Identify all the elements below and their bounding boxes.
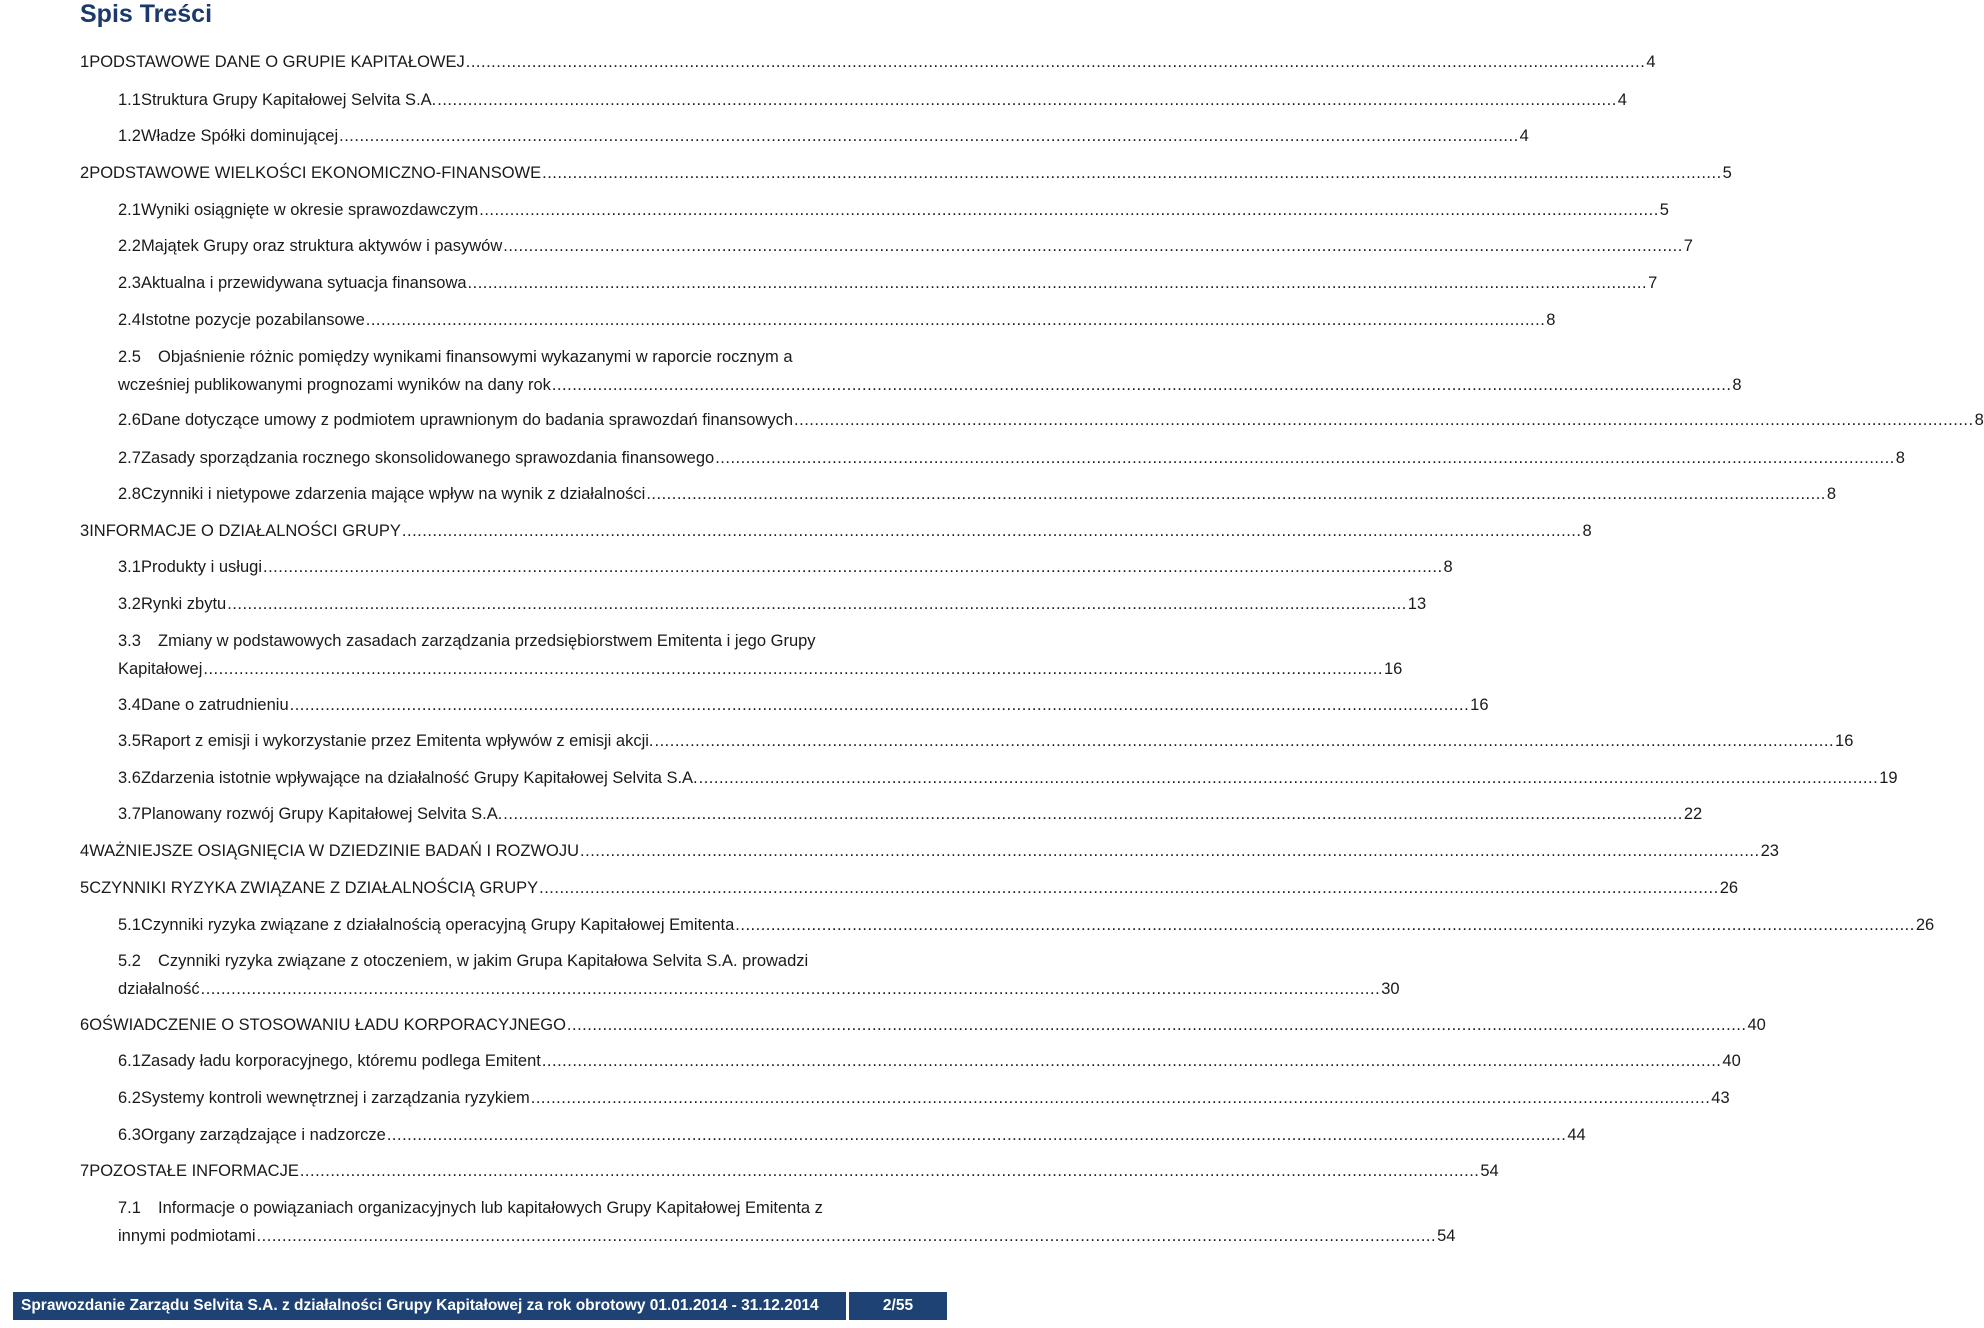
toc-entry[interactable] bbox=[118, 691, 1489, 719]
toc-entry-text: POZOSTAŁE INFORMACJE bbox=[89, 1162, 299, 1180]
toc-entry-number: 2.6 bbox=[118, 411, 141, 429]
dot-leader bbox=[387, 1121, 1567, 1149]
toc-entry-page: 54 bbox=[1437, 1227, 1456, 1245]
toc-entry-text: PODSTAWOWE DANE O GRUPIE KAPITAŁOWEJ bbox=[89, 53, 465, 71]
toc-entry-number: 2.2 bbox=[118, 237, 141, 255]
toc-entry-number: 2.7 bbox=[118, 449, 141, 467]
toc-entry-text: Czynniki ryzyka związane z otoczeniem, w jakim Grupa Kapitałowa Selvita S.A. prowadzi bbox=[158, 952, 809, 970]
toc-entry-number: 2.1 bbox=[118, 201, 141, 219]
toc-entry-number: 1.1 bbox=[118, 91, 141, 109]
toc-entry[interactable] bbox=[118, 306, 1556, 334]
toc-entry-page: 7 bbox=[1648, 274, 1658, 292]
toc-entry-text: Produkty i usługi bbox=[140, 558, 262, 576]
toc-entry-page: 4 bbox=[1519, 127, 1529, 145]
toc-entry-text: OŚWIADCZENIE O STOSOWANIU ŁADU KORPORACYJNEGO bbox=[89, 1016, 566, 1034]
toc-entry-number: 3.4 bbox=[118, 696, 141, 714]
dot-leader bbox=[263, 553, 1443, 581]
toc-entry-page: 8 bbox=[1443, 558, 1453, 576]
toc-entry-number: 3.3 bbox=[118, 632, 141, 650]
toc-entry-page: 8 bbox=[1826, 485, 1837, 503]
toc-entry-text: Zmiany w podstawowych zasadach zarządzania przedsiębiorstwem Emitenta i jego Grupy bbox=[158, 632, 816, 650]
toc-entry-number: 2 bbox=[80, 164, 90, 182]
toc-entry-text: Władze Spółki dominującej bbox=[140, 127, 339, 145]
page-title: Spis Treści bbox=[80, 0, 213, 28]
dot-leader bbox=[257, 1222, 1437, 1250]
toc-entry-number: 3.1 bbox=[118, 558, 141, 576]
toc-entry[interactable] bbox=[80, 1157, 1499, 1185]
dot-leader bbox=[646, 480, 1826, 508]
toc-entry[interactable] bbox=[80, 837, 1779, 865]
dot-leader bbox=[794, 406, 1974, 434]
dot-leader bbox=[567, 1011, 1747, 1039]
toc-entry-page: 23 bbox=[1760, 842, 1779, 860]
toc-entry[interactable] bbox=[118, 122, 1529, 150]
toc-entry[interactable] bbox=[118, 727, 1854, 755]
toc-entry[interactable] bbox=[118, 196, 1669, 224]
dot-leader bbox=[402, 517, 1582, 545]
toc-entry[interactable] bbox=[118, 764, 1898, 792]
toc-entry-text: Majątek Grupy oraz struktura aktywów i pasywów bbox=[140, 237, 503, 255]
toc-entry-text: Aktualna i przewidywana sytuacja finansowa bbox=[140, 274, 467, 292]
toc-entry-text: Czynniki ryzyka związane z działalnością operacyjną Grupy Kapitałowej Emitenta bbox=[140, 916, 735, 934]
toc-entry-text: Organy zarządzające i nadzorcze bbox=[140, 1126, 386, 1144]
toc-entry[interactable] bbox=[118, 1047, 1741, 1075]
toc-entry[interactable] bbox=[80, 48, 1656, 76]
toc-entry-number: 3.5 bbox=[118, 732, 141, 750]
toc-entry-text: Systemy kontroli wewnętrznej i zarządzania ryzykiem bbox=[140, 1089, 530, 1107]
dot-leader bbox=[552, 371, 1732, 399]
toc-entry-number: 3 bbox=[80, 522, 90, 540]
footer-report-title: Sprawozdanie Zarządu Selvita S.A. z działalności Grupy Kapitałowej za rok obrotowy 01.01.2014 - 31.12.2014 bbox=[21, 1297, 819, 1314]
toc-entry-number: 3.7 bbox=[118, 805, 141, 823]
toc-entry-page: 7 bbox=[1683, 237, 1693, 255]
dot-leader bbox=[479, 196, 1659, 224]
toc-entry-text-continued: działalność bbox=[118, 980, 200, 998]
toc-entry[interactable] bbox=[118, 1121, 1586, 1149]
toc-entry-text: Informacje o powiązaniach organizacyjnych lub kapitałowych Grupy Kapitałowej Emitenta z bbox=[158, 1199, 823, 1217]
toc-entry[interactable] bbox=[118, 343, 1742, 399]
toc-entry-text: Zasady sporządzania rocznego skonsolidowanego sprawozdania finansowego bbox=[140, 449, 715, 467]
toc-entry-page: 30 bbox=[1381, 980, 1400, 998]
toc-entry-page: 40 bbox=[1722, 1052, 1741, 1070]
dot-leader bbox=[655, 727, 1835, 755]
toc-entry[interactable] bbox=[118, 627, 1403, 683]
dot-leader bbox=[531, 1084, 1711, 1112]
toc-entry-page: 43 bbox=[1711, 1089, 1730, 1107]
dot-leader bbox=[542, 1047, 1722, 1075]
toc-entry-number: 6.1 bbox=[118, 1052, 141, 1070]
toc-entry-number: 6 bbox=[80, 1016, 90, 1034]
dot-leader bbox=[339, 122, 1519, 150]
dot-leader bbox=[503, 800, 1683, 828]
toc-entry-text: Wyniki osiągnięte w okresie sprawozdawczym bbox=[140, 201, 479, 219]
toc-entry-number: 1 bbox=[80, 53, 90, 71]
toc-entry[interactable] bbox=[118, 553, 1453, 581]
toc-entry-number: 1.2 bbox=[118, 127, 141, 145]
dot-leader bbox=[366, 306, 1546, 334]
toc-entry-page: 26 bbox=[1915, 916, 1935, 934]
toc-entry[interactable] bbox=[118, 911, 1935, 939]
toc-entry-text-continued: wcześniej publikowanymi prognozami wyników na dany rok bbox=[118, 376, 551, 394]
toc-entry[interactable] bbox=[118, 86, 1627, 114]
toc-entry-page: 40 bbox=[1747, 1016, 1766, 1034]
toc-entry-page: 16 bbox=[1383, 660, 1403, 678]
dot-leader bbox=[201, 975, 1381, 1003]
toc-entry[interactable] bbox=[80, 1011, 1766, 1039]
toc-entry[interactable] bbox=[118, 406, 1984, 434]
toc-entry-text: Zasady ładu korporacyjnego, któremu podlega Emitent bbox=[140, 1052, 541, 1070]
toc-entry[interactable] bbox=[118, 269, 1658, 297]
dot-leader bbox=[542, 159, 1722, 187]
toc-entry[interactable] bbox=[80, 517, 1592, 545]
toc-entry-page: 13 bbox=[1407, 595, 1427, 613]
dot-leader bbox=[300, 1157, 1480, 1185]
dot-leader bbox=[539, 874, 1719, 902]
toc-entry-text: Dane o zatrudnieniu bbox=[140, 696, 289, 714]
toc-entry[interactable] bbox=[118, 947, 1400, 1003]
toc-entry-page: 5 bbox=[1659, 201, 1669, 219]
toc-entry[interactable] bbox=[118, 444, 1905, 472]
toc-entry[interactable] bbox=[118, 590, 1427, 618]
toc-entry-text: PODSTAWOWE WIELKOŚCI EKONOMICZNO-FINANSOWE bbox=[89, 164, 542, 182]
toc-entry-page: 16 bbox=[1835, 732, 1854, 750]
toc-entry-page: 8 bbox=[1732, 376, 1742, 394]
toc-entry[interactable] bbox=[118, 1084, 1730, 1112]
toc-entry-text-continued: innymi podmiotami bbox=[118, 1227, 256, 1245]
toc-entry-page: 54 bbox=[1480, 1162, 1499, 1180]
toc-entry[interactable] bbox=[118, 1194, 1456, 1250]
toc-entry-text: Raport z emisji i wykorzystanie przez Emitenta wpływów z emisji akcji. bbox=[140, 732, 654, 750]
toc-entry-text: CZYNNIKI RYZYKA ZWIĄZANE Z DZIAŁALNOŚCIĄ GRUPY bbox=[89, 879, 539, 897]
dot-leader bbox=[735, 911, 1915, 939]
toc-entry-page: 19 bbox=[1879, 769, 1898, 787]
dot-leader bbox=[466, 48, 1646, 76]
toc-entry-page: 22 bbox=[1683, 805, 1703, 823]
dot-leader bbox=[227, 590, 1407, 618]
toc-entry-text: Planowany rozwój Grupy Kapitałowej Selvita S.A. bbox=[140, 805, 503, 823]
page-number: 2/55 bbox=[846, 1292, 947, 1320]
toc-entry-text: Rynki zbytu bbox=[140, 595, 227, 613]
toc-entry[interactable] bbox=[118, 232, 1693, 260]
toc-entry-page: 8 bbox=[1546, 311, 1556, 329]
toc-entry-page: 16 bbox=[1470, 696, 1489, 714]
toc-entry-page: 4 bbox=[1617, 91, 1627, 109]
toc-entry-number: 7 bbox=[80, 1162, 90, 1180]
dot-leader bbox=[699, 764, 1879, 792]
toc-entry-number: 4 bbox=[80, 842, 90, 860]
dot-leader bbox=[203, 655, 1383, 683]
toc-entry-page: 8 bbox=[1895, 449, 1905, 467]
toc-entry-text: Objaśnienie różnic pomiędzy wynikami finansowymi wykazanymi w raporcie rocznym a bbox=[158, 348, 793, 366]
dot-leader bbox=[468, 269, 1648, 297]
toc-entry-number: 7.1 bbox=[118, 1199, 141, 1217]
toc-entry-page: 8 bbox=[1582, 522, 1592, 540]
dot-leader bbox=[437, 86, 1617, 114]
toc-entry-page: 44 bbox=[1567, 1126, 1586, 1144]
toc-entry-number: 5.1 bbox=[118, 916, 141, 934]
toc-entry[interactable] bbox=[80, 874, 1739, 902]
toc-entry-number: 5 bbox=[80, 879, 90, 897]
toc-entry-number: 3.2 bbox=[118, 595, 141, 613]
toc-entry-page: 4 bbox=[1646, 53, 1656, 71]
toc-entry-text: Zdarzenia istotnie wpływające na działalność Grupy Kapitałowej Selvita S.A. bbox=[140, 769, 698, 787]
dot-leader bbox=[715, 444, 1895, 472]
toc-entry-text: Istotne pozycje pozabilansowe bbox=[140, 311, 365, 329]
toc-entry-text: INFORMACJE O DZIAŁALNOŚCI GRUPY bbox=[89, 522, 401, 540]
dot-leader bbox=[290, 691, 1470, 719]
toc-entry-number: 6.3 bbox=[118, 1126, 141, 1144]
toc-entry-number: 5.2 bbox=[118, 952, 141, 970]
toc-entry-text-continued: Kapitałowej bbox=[118, 660, 203, 678]
toc-entry-page: 26 bbox=[1719, 879, 1739, 897]
toc-entry-number: 2.4 bbox=[118, 311, 141, 329]
toc-entry-text: Czynniki i nietypowe zdarzenia mające wpływ na wynik z działalności bbox=[140, 485, 646, 503]
toc-entry-page: 8 bbox=[1974, 411, 1984, 429]
toc-entry-number: 2.3 bbox=[118, 274, 141, 292]
toc-entry-number: 6.2 bbox=[118, 1089, 141, 1107]
toc-entry-page: 5 bbox=[1722, 164, 1732, 182]
toc-entry-number: 3.6 bbox=[118, 769, 141, 787]
toc-entry-number: 2.8 bbox=[118, 485, 141, 503]
toc-entry-number: 2.5 bbox=[118, 348, 141, 366]
toc-entry[interactable] bbox=[118, 800, 1703, 828]
dot-leader bbox=[580, 837, 1760, 865]
toc-entry[interactable] bbox=[118, 480, 1837, 508]
toc-entry[interactable] bbox=[80, 159, 1732, 187]
page-footer bbox=[13, 1292, 947, 1320]
dot-leader bbox=[503, 232, 1683, 260]
toc-entry-text: WAŻNIEJSZE OSIĄGNIĘCIA W DZIEDZINIE BADAŃ I ROZWOJU bbox=[89, 842, 580, 860]
toc-entry-text: Struktura Grupy Kapitałowej Selvita S.A. bbox=[140, 91, 437, 109]
toc-entry-text: Dane dotyczące umowy z podmiotem uprawnionym do badania sprawozdań finansowych bbox=[140, 411, 794, 429]
